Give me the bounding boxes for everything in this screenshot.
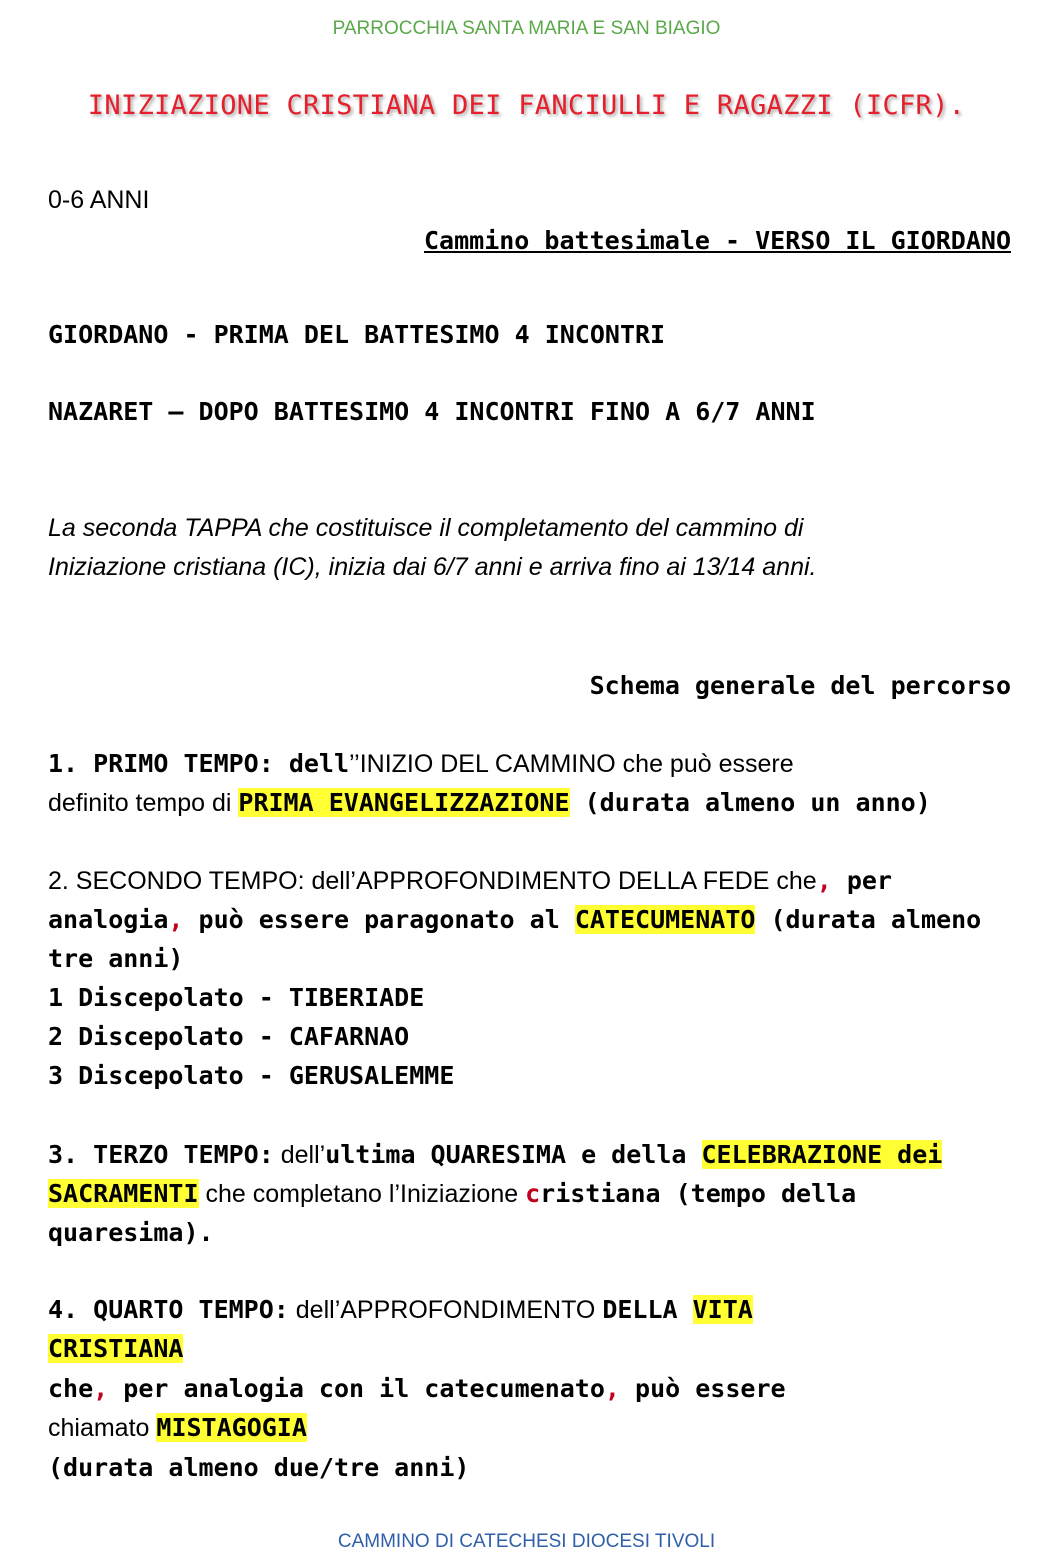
terzo-tempo-text-2: che completano l’Iniziazione: [198, 1180, 526, 1208]
terzo-tempo-text-3: ristiana (tempo della: [540, 1179, 857, 1208]
intro-line-1: La seconda TAPPA che costituisce il completamento del cammino di: [48, 514, 804, 542]
primo-tempo-text-2: definito tempo di: [48, 789, 239, 817]
terzo-tempo-line-1: [48, 1140, 942, 1170]
secondo-tempo-text-2: può essere paragonato al: [183, 905, 575, 934]
intro-line-2: Iniziazione cristiana (IC), inizia dai 6/7 anni e arriva fino ai 13/14 anni.: [48, 553, 817, 581]
quarto-tempo-line-3: [48, 1374, 786, 1404]
document-title: INIZIAZIONE CRISTIANA DEI FANCIULLI E RAGAZZI (ICFR).: [87, 90, 966, 121]
terzo-tempo-line-2: [48, 1179, 856, 1209]
discepolato-item-3: 3 Discepolato - GERUSALEMME: [48, 1061, 455, 1090]
quarto-tempo-della: DELLA: [602, 1295, 693, 1324]
parish-header: PARROCCHIA SANTA MARIA E SAN BIAGIO: [332, 18, 721, 39]
quarto-tempo-che: che: [48, 1374, 94, 1403]
secondo-tempo-comma-1: ,: [816, 866, 832, 895]
primo-tempo-label: 1. PRIMO TEMPO:: [48, 749, 274, 778]
secondo-tempo-line-1: [48, 866, 892, 896]
terzo-tempo-line-3: quaresima).: [48, 1218, 214, 1247]
primo-tempo-highlight: PRIMA EVANGELIZZAZIONE: [238, 788, 570, 817]
discepolato-item-1: 1 Discepolato - TIBERIADE: [48, 983, 425, 1012]
discepolato-item-2: 2 Discepolato - CAFARNAO: [48, 1022, 410, 1051]
quarto-tempo-line-4: [48, 1413, 307, 1443]
diocese-footer: CAMMINO DI CATECHESI DIOCESI TIVOLI: [337, 1531, 716, 1552]
secondo-tempo-duration: (durata almeno: [755, 905, 982, 934]
terzo-tempo-label: 3. TERZO TEMPO:: [48, 1140, 274, 1169]
secondo-tempo-line-3: tre anni): [48, 944, 184, 973]
terzo-tempo-red-c: c: [525, 1179, 541, 1208]
quarto-tempo-text-3: può essere: [619, 1374, 786, 1403]
quarto-tempo-highlight-2: CRISTIANA: [48, 1334, 184, 1363]
quarto-tempo-duration: (durata almeno due/tre anni): [48, 1453, 470, 1482]
terzo-tempo-text-1: ultima QUARESIMA e della: [325, 1140, 702, 1169]
schema-title: Schema generale del percorso: [589, 671, 1011, 700]
secondo-tempo-per: per: [831, 866, 892, 895]
quarto-tempo-text-2: per analogia con il catecumenato: [108, 1374, 605, 1403]
primo-tempo-line-2: [48, 788, 931, 818]
baptism-path-subtitle: Cammino battesimale - VERSO IL GIORDANO: [424, 226, 1011, 255]
quarto-tempo-text-1: dell’APPROFONDIMENTO: [288, 1296, 603, 1324]
primo-tempo-text-1: ’’INIZIO DEL CAMMINO che può essere: [349, 750, 794, 778]
quarto-tempo-comma-1: ,: [93, 1374, 109, 1403]
quarto-tempo-comma-2: ,: [604, 1374, 620, 1403]
secondo-tempo-highlight: CATECUMENATO: [574, 905, 756, 934]
terzo-tempo-dell: dell’: [273, 1141, 326, 1169]
primo-tempo-line-1: [48, 749, 794, 779]
quarto-tempo-highlight-3: MISTAGOGIA: [156, 1413, 307, 1442]
secondo-tempo-analogia: analogia: [48, 905, 169, 934]
quarto-tempo-line-2: [48, 1334, 183, 1364]
secondo-tempo-text-1: 2. SECONDO TEMPO: dell’APPROFONDIMENTO DELLA FEDE che: [48, 867, 817, 895]
giordano-line: GIORDANO - PRIMA DEL BATTESIMO 4 INCONTRI: [48, 320, 666, 349]
nazaret-line: NAZARET – DOPO BATTESIMO 4 INCONTRI FINO A 6/7 ANNI: [48, 397, 816, 426]
quarto-tempo-line-1: [48, 1295, 753, 1325]
secondo-tempo-line-2: [48, 905, 981, 935]
primo-tempo-dell: dell: [273, 749, 350, 778]
quarto-tempo-highlight-1: VITA: [692, 1295, 753, 1324]
quarto-tempo-label: 4. QUARTO TEMPO:: [48, 1295, 289, 1324]
terzo-tempo-highlight-2: SACRAMENTI: [48, 1179, 199, 1208]
quarto-tempo-chiamato: chiamato: [48, 1414, 157, 1442]
terzo-tempo-highlight-1: CELEBRAZIONE dei: [701, 1140, 943, 1169]
secondo-tempo-comma-2: ,: [168, 905, 184, 934]
age-range-label: 0-6 ANNI: [48, 186, 150, 214]
primo-tempo-duration: (durata almeno un anno): [569, 788, 931, 817]
